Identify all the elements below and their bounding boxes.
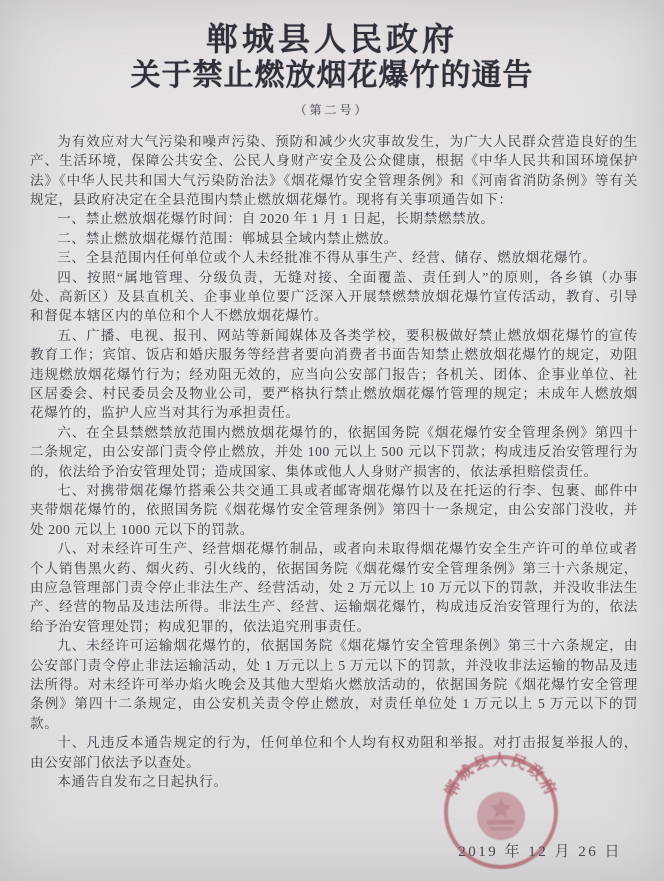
document-body [0, 118, 664, 792]
paragraph-item-2: 二、禁止燃放烟花爆竹范围：郸城县全域内禁止燃放。 [57, 230, 398, 246]
paragraph-item-5: 五、广播、电视、报刊、网站等新闻媒体及各类学校，要积极做好禁止燃放烟花爆竹的宣传教育工作；宾馆、饭店和婚庆服务等经营者要向消费者书面告知禁止燃放烟花爆竹的规定，劝阻违规燃放烟花爆竹行为；经劝阻无效的，应当向公安部门报告；各机关、团体、企事业单位、社区居委会、村民委员会及物业公司，要严格执行禁止燃放烟花爆竹管理的规定；未成年人燃放烟花爆竹的，监护人应当对其行为承担责任。 [30, 327, 638, 421]
paragraph-closing: 本通告自发布之日起执行。 [57, 774, 228, 790]
paragraph-item-7: 七、对携带烟花爆竹搭乘公共交通工具或者邮寄烟花爆竹以及在托运的行李、包裹、邮件中夹带烟花爆竹的，依照国务院《烟花爆竹安全管理条例》第四十一条规定，由公安部门没收，并处 200 元以上 1000 元以下的罚款。 [30, 483, 638, 537]
issue-date: 2019 年 12 月 26 日 [458, 844, 622, 860]
issue-number: （第二号） [294, 102, 370, 117]
paragraph-item-1: 一、禁止燃放烟花爆竹时间：自 2020 年 1 月 1 日起，长期禁燃禁放。 [57, 211, 495, 227]
document-title: 关于禁止燃放烟花爆竹的通告 [130, 59, 534, 93]
seal-text: 郸城县人民政府 [442, 752, 560, 800]
issuer-title: 郸城县人民政府 [205, 21, 458, 57]
paragraph-intro: 为有效应对大气污染和噪声污染、预防和减少火灾事故发生，为广大人民群众营造良好的生产、生活环境，保障公共安全、公民人身财产安全及公众健康，根据《中华人民共和国环境保护法》《中华人民共和国大气污染防治法》《烟花爆竹安全管理条例》和《河南省消防条例》等有关规定，县政府决定在全县范围内禁止燃放烟花爆竹。现将有关事项通告如下： [30, 133, 638, 207]
document-header [0, 0, 664, 118]
paragraph-item-6: 六、在全县禁燃禁放范围内燃放烟花爆竹的，依据国务院《烟花爆竹安全管理条例》第四十二条规定，由公安部门责令停止燃放，并处 100 元以上 500 元以下罚款；构成违反治安管理行为的，依法给予治安管理处罚；造成国家、集体或他人人身财产损害的，依法承担赔偿责任。 [30, 424, 638, 479]
paragraph-item-8: 八、对未经许可生产、经营烟花爆竹制品，或者向未取得烟花爆竹安全生产许可的单位或者个人销售黑火药、烟火药、引火线的，依据国务院《烟花爆竹安全管理条例》第三十六条规定，由应急管理部门责令停止非法生产、经营活动，处 2 万元以上 10 万元以下的罚款，并没收非法生产、经营的物品及违法所得。非法生产、经营、运输烟花爆竹，构成违反治安管理行为的，依法给予治安管理处罚；构成犯罪的，依法追究刑事责任。 [30, 541, 638, 634]
paragraph-item-9: 九、未经许可运输烟花爆竹的，依据国务院《烟花爆竹安全管理条例》第三十六条规定，由公安部门责令停止非法运输活动，处 1 万元以上 5 万元以下的罚款，并没收非法运输的物品及违法所得。对未经许可举办焰火晚会及其他大型焰火燃放活动的，依据国务院《烟花爆竹安全管理条例》第四十二条规定，由公安机关责令停止燃放，对责任单位处 1 万元以上 5 万元以下的罚款。 [30, 638, 638, 731]
national-emblem-icon [477, 792, 525, 840]
paragraph-item-4: 四、按照“属地管理、分级负责，无缝对接、全面覆盖、责任到人”的原则，各乡镇（办事处、高新区）及县直机关、企事业单位要广泛深入开展禁燃禁放烟花爆竹宣传活动，教育、引导和督促本辖区内的单位和个人不燃放烟花爆竹。 [30, 269, 638, 324]
paragraph-item-3: 三、全县范围内任何单位或个人未经批准不得从事生产、经营、储存、燃放烟花爆竹。 [57, 250, 597, 266]
paragraph-item-10: 十、凡违反本通告规定的行为，任何单位和个人均有权劝阻和举报。对打击报复举报人的，由公安部门依法予以查处。 [30, 735, 638, 770]
